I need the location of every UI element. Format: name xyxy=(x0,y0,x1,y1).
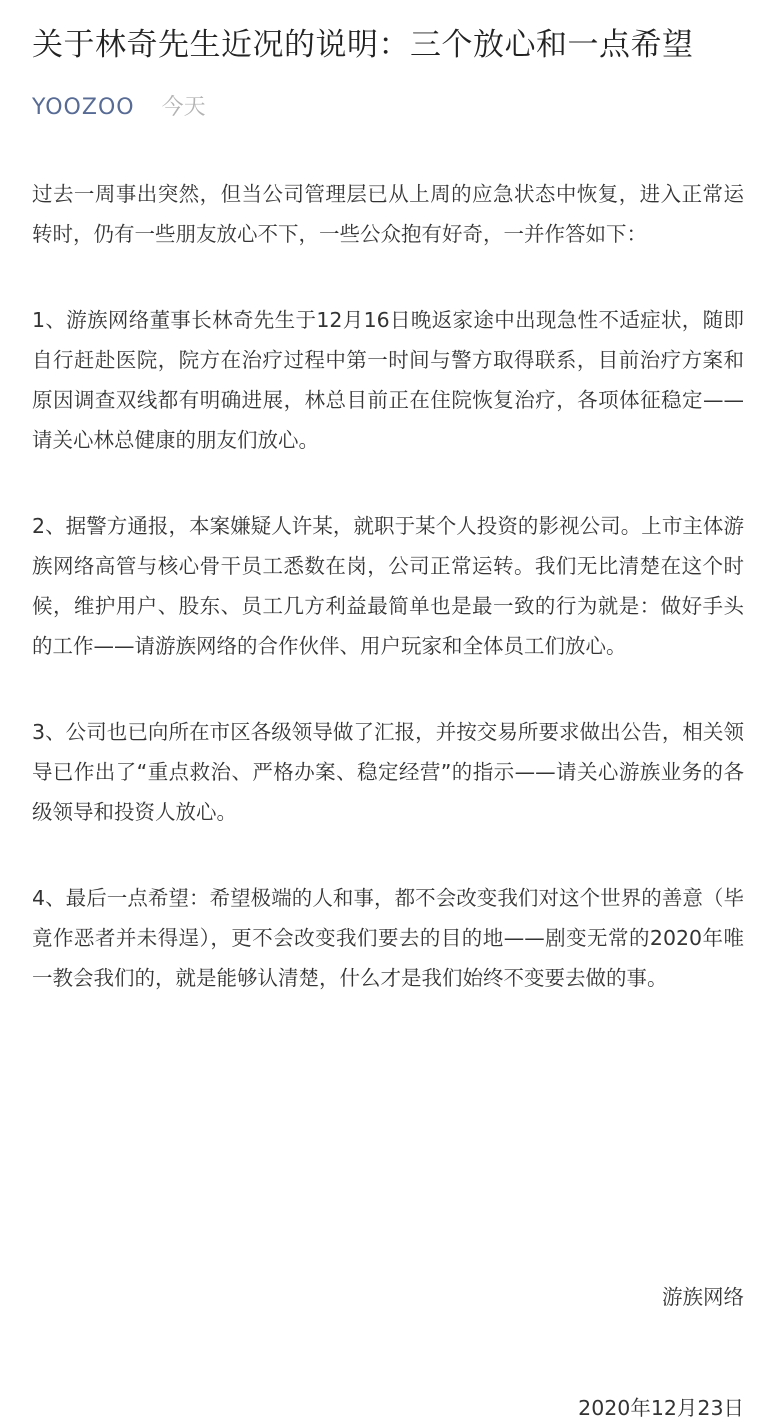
article-title: 关于林奇先生近况的说明：三个放心和一点希望 xyxy=(32,27,694,63)
author-link[interactable]: YOOZOO xyxy=(32,95,135,120)
paragraph-intro: 过去一周事出突然，但当公司管理层已从上周的应急状态中恢复，进入正常运转时，仍有一些朋友放心不下，一些公众抱有好奇，一并作答如下： xyxy=(32,182,744,246)
publish-date: 今天 xyxy=(161,95,206,120)
paragraph-4: 4、最后一点希望：希望极端的人和事，都不会改变我们对这个世界的善意（毕竟作恶者并未得逞），更不会改变我们要去的目的地——剧变无常的2020年唯一教会我们的，就是能够认清楚，什么才是我们始终不变要去做的事。 xyxy=(32,886,744,990)
article-meta xyxy=(32,92,744,124)
paragraph-2: 2、据警方通报，本案嫌疑人许某，就职于某个人投资的影视公司。上市主体游族网络高管与核心骨干员工悉数在岗，公司正常运转。我们无比清楚在这个时候，维护用户、股东、员工几方利益最简单也是最一致的行为就是：做好手头的工作——请游族网络的合作伙伴、用户玩家和全体员工们放心。 xyxy=(32,514,744,658)
paragraph-3: 3、公司也已向所在市区各级领导做了汇报，并按交易所要求做出公告，相关领导已作出了“重点救治、严格办案、稳定经营”的指示——请关心游族业务的各级领导和投资人放心。 xyxy=(32,720,744,824)
signature-date: 2020年12月23日 xyxy=(578,1396,744,1420)
article xyxy=(32,20,744,1044)
paragraph-1: 1、游族网络董事长林奇先生于12月16日晚返家途中出现急性不适症状，随即自行赶赴医院，院方在治疗过程中第一时间与警方取得联系，目前治疗方案和原因调查双线都有明确进展，林总目前正在住院恢复治疗，各项体征稳定——请关心林总健康的朋友们放心。 xyxy=(32,308,744,452)
signature-company: 游族网络 xyxy=(662,1285,744,1309)
article-body xyxy=(32,174,744,998)
